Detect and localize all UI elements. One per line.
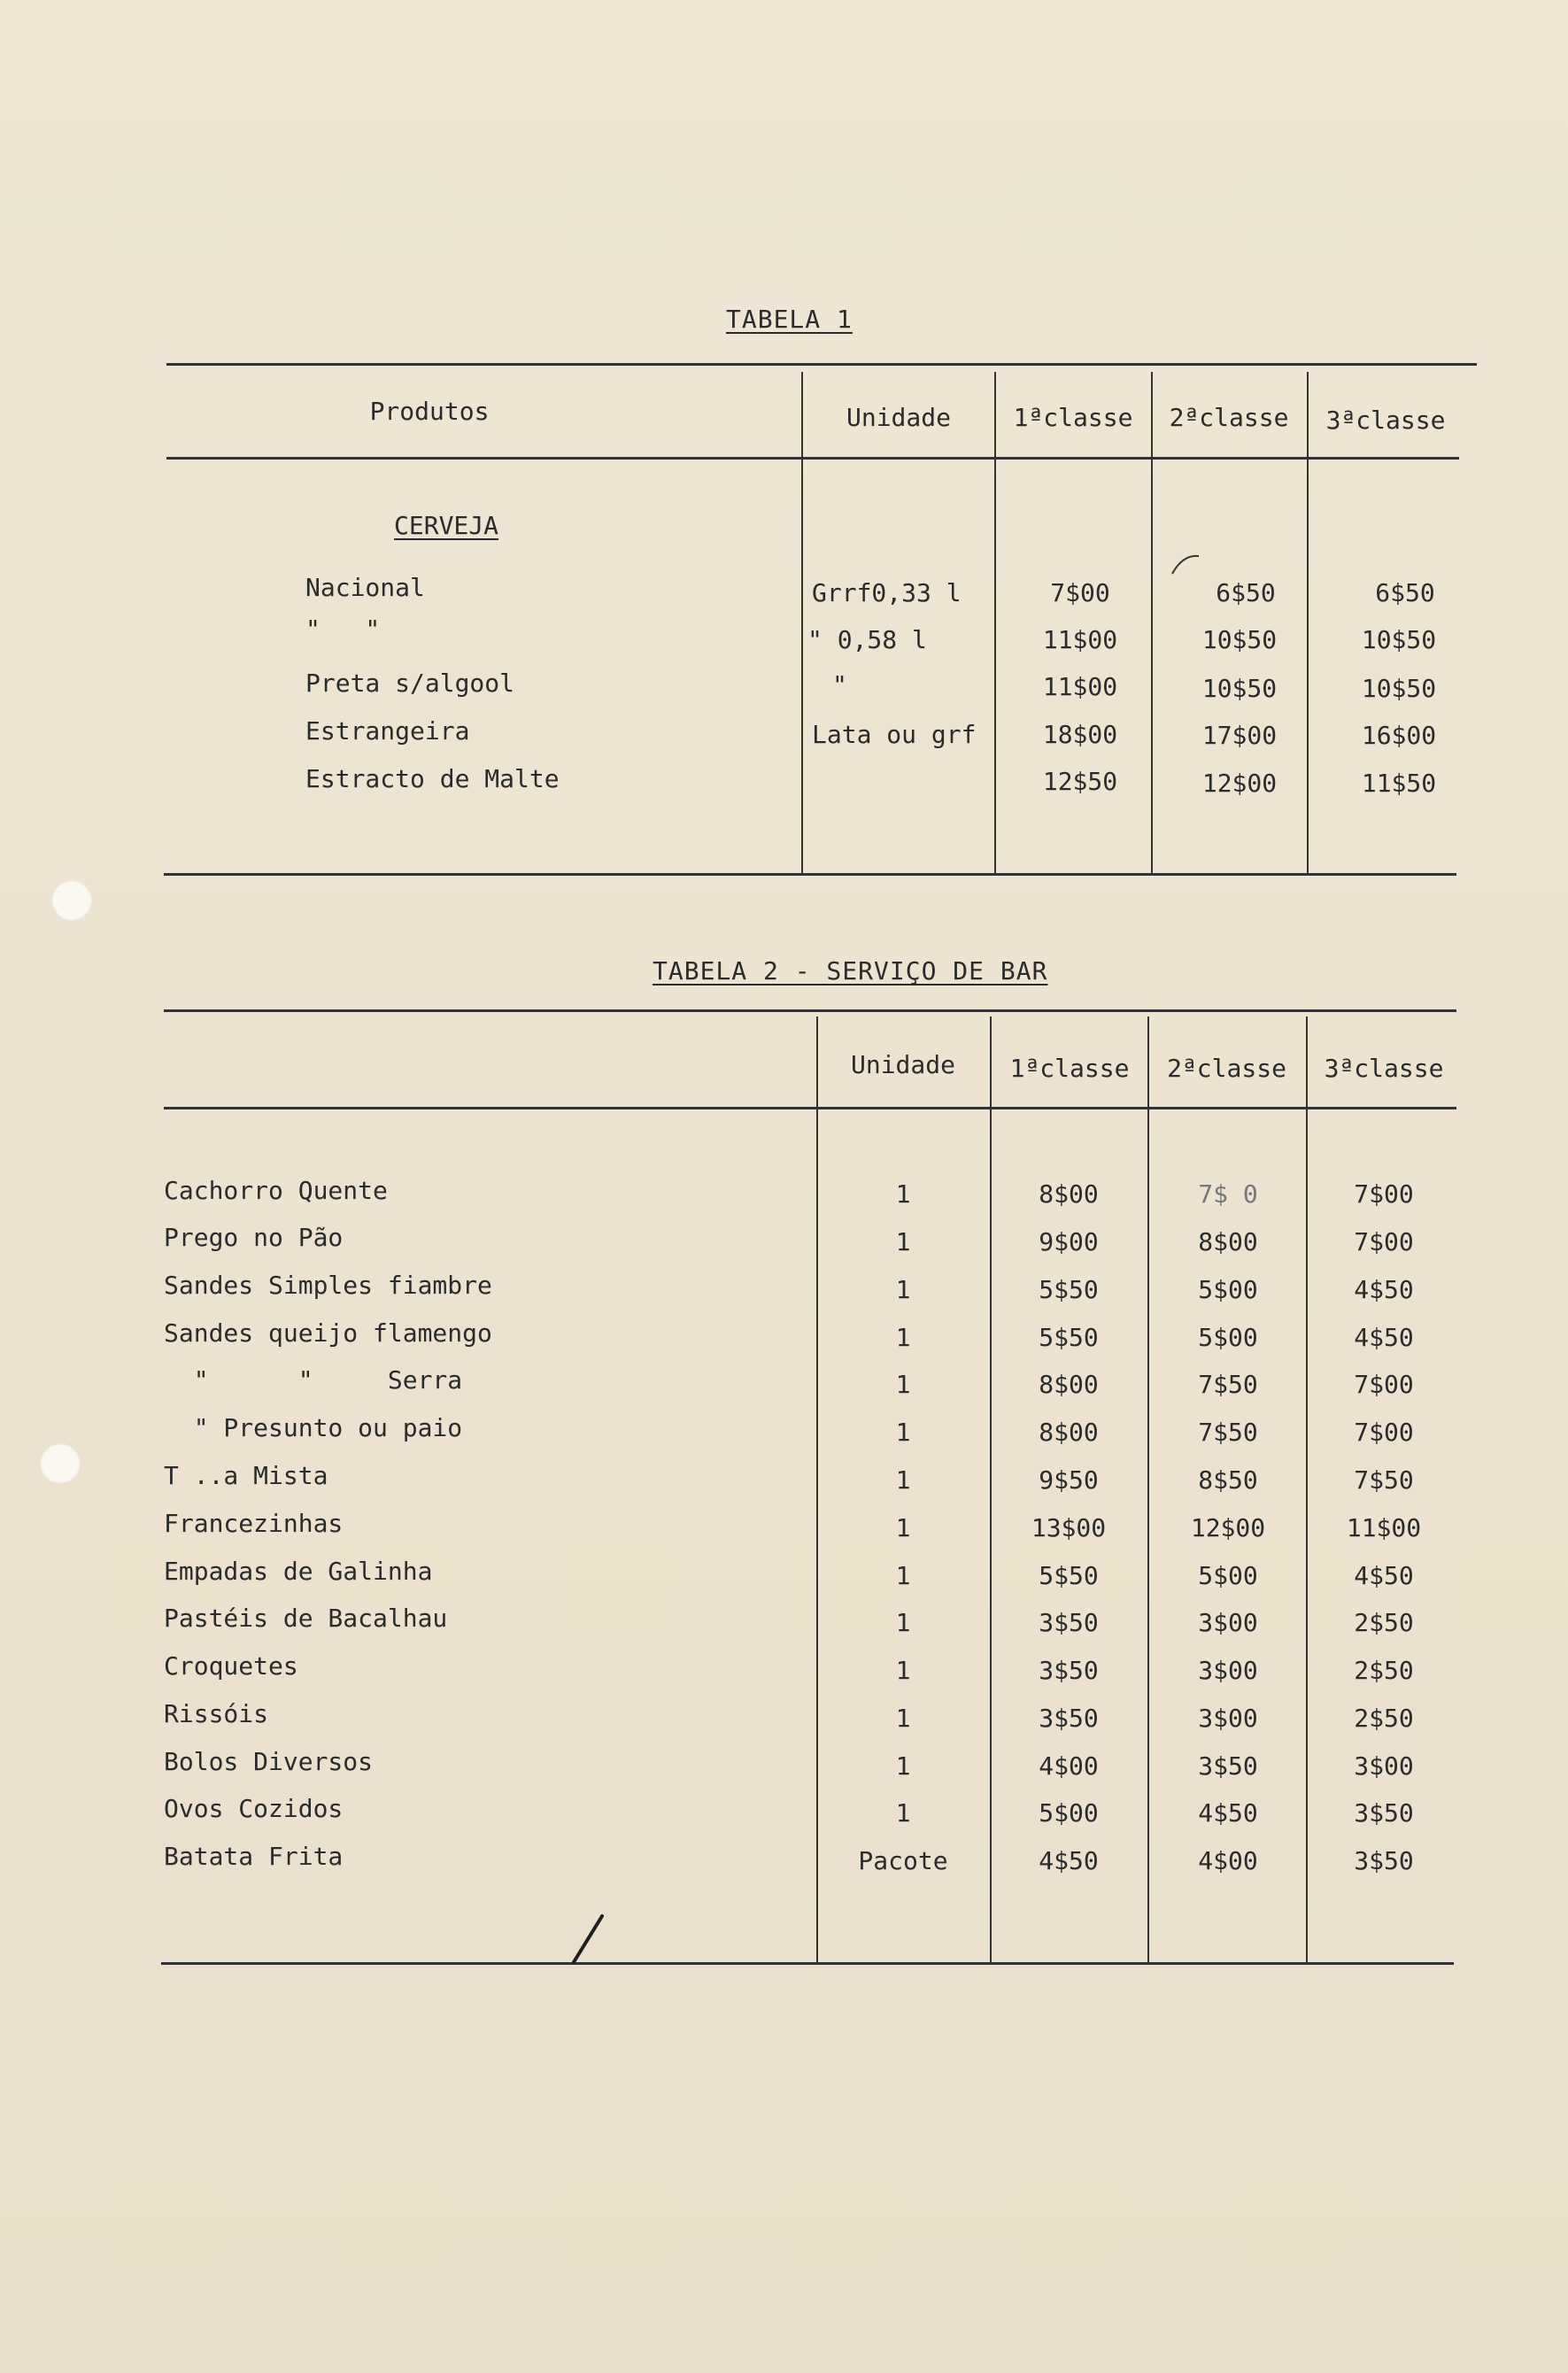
table1-2classe: 10$50: [1201, 674, 1278, 703]
table1-1classe: 11$00: [1042, 625, 1118, 654]
table2-1classe: 3$50: [1039, 1704, 1099, 1733]
table1-col-divider: [994, 372, 996, 873]
table2-3classe: 3$50: [1354, 1798, 1414, 1828]
table1-produto: Preta s/algool: [305, 669, 515, 698]
table2-produto: Croquetes: [164, 1651, 298, 1681]
table2-3classe: 4$50: [1354, 1561, 1414, 1590]
table2-bottom-rule: [161, 1962, 1454, 1965]
table2-1classe: 5$50: [1039, 1323, 1099, 1352]
table2-produto: Batata Frita: [164, 1842, 344, 1871]
table2-3classe: 7$00: [1354, 1179, 1414, 1209]
table2-produto: Prego no Pão: [164, 1223, 344, 1252]
table2-2classe: 7$50: [1198, 1418, 1258, 1447]
table1-unidade: " 0,58 l: [807, 625, 927, 654]
table2-produto: Sandes Simples fiambre: [164, 1271, 492, 1300]
table2-2classe: 3$00: [1198, 1656, 1258, 1685]
table2-unidade: 1: [895, 1798, 911, 1828]
table2-3classe: 3$00: [1354, 1751, 1414, 1781]
table1-2classe: 12$00: [1201, 769, 1278, 798]
table2-2classe: 8$00: [1198, 1227, 1258, 1256]
table2-header-rule: [164, 1107, 1456, 1109]
table1-3classe: 6$50: [1375, 578, 1435, 607]
table2-2classe: 12$00: [1190, 1513, 1266, 1542]
table1-1classe: 18$00: [1042, 720, 1118, 749]
table2-produto: Ovos Cozidos: [164, 1794, 344, 1823]
table2-3classe: 3$50: [1354, 1846, 1414, 1875]
table2-1classe: 5$50: [1039, 1275, 1099, 1304]
table1-produto: Nacional: [305, 573, 425, 602]
table1-unidade: Lata ou grf: [812, 720, 977, 749]
table2-1classe: 8$00: [1039, 1370, 1099, 1399]
punch-hole-top: [51, 880, 92, 921]
table1-3classe: 16$00: [1361, 721, 1437, 750]
table2-header-unidade: Unidade: [850, 1050, 955, 1079]
table1-header-1classe: 1ªclasse: [1013, 403, 1133, 432]
table2-2classe: 4$50: [1198, 1798, 1258, 1828]
table2-1classe: 4$00: [1039, 1751, 1099, 1781]
table1-3classe: 10$50: [1361, 674, 1437, 703]
table2-3classe: 2$50: [1354, 1656, 1414, 1685]
table1-produto: Estracto de Malte: [305, 764, 560, 793]
table2-3classe: 7$00: [1354, 1227, 1414, 1256]
table2-2classe: 5$00: [1198, 1561, 1258, 1590]
table2-produto: " " Serra: [164, 1365, 463, 1395]
table2-header-2classe: 2ªclasse: [1167, 1054, 1286, 1083]
table2-1classe: 8$00: [1039, 1418, 1099, 1447]
table1-2classe: 10$50: [1201, 625, 1278, 654]
table1-unidade: ": [832, 670, 847, 700]
table2-2classe: 5$00: [1198, 1275, 1258, 1304]
table1-header-unidade: Unidade: [846, 403, 951, 432]
table2-produto: T ..a Mista: [164, 1461, 328, 1490]
table1-section-cerveja: CERVEJA: [394, 511, 499, 540]
table2-unidade: 1: [895, 1275, 911, 1304]
table2-1classe: 5$50: [1039, 1561, 1099, 1590]
table2-col-divider: [816, 1016, 818, 1962]
table2-unidade: 1: [895, 1704, 911, 1733]
table1-col-divider: [1151, 372, 1153, 873]
table1-produto: Estrangeira: [305, 716, 470, 746]
table2-unidade: Pacote: [858, 1846, 948, 1875]
table2-unidade: 1: [895, 1227, 911, 1256]
table2-unidade: 1: [895, 1608, 911, 1637]
table2-produto: Sandes queijo flamengo: [164, 1318, 492, 1348]
table2-header-3classe: 3ªclasse: [1324, 1054, 1444, 1083]
table2-produto: Rissóis: [164, 1699, 269, 1728]
table2-unidade: 1: [895, 1751, 911, 1781]
table2-unidade: 1: [895, 1561, 911, 1590]
table2-2classe: 3$00: [1198, 1704, 1258, 1733]
table2-unidade: 1: [895, 1418, 911, 1447]
table2-1classe: 4$50: [1039, 1846, 1099, 1875]
table1-header-3classe: 3ªclasse: [1325, 406, 1446, 435]
table1-header-2classe: 2ªclasse: [1169, 403, 1289, 432]
table1-produto: " ": [305, 615, 381, 644]
table2-col-divider: [990, 1016, 992, 1962]
table2-3classe: 7$00: [1354, 1370, 1414, 1399]
table1-2classe: 17$00: [1201, 721, 1278, 750]
table2-3classe: 7$50: [1354, 1465, 1414, 1495]
table2-produto: Bolos Diversos: [164, 1747, 374, 1776]
table1-3classe: 10$50: [1361, 625, 1437, 654]
table2-unidade: 1: [895, 1656, 911, 1685]
table2-3classe: 4$50: [1354, 1275, 1414, 1304]
table1-bottom-rule: [164, 873, 1456, 876]
table2-produto: Empadas de Galinha: [164, 1557, 433, 1586]
table2-1classe: 3$50: [1039, 1608, 1099, 1637]
table2-unidade: 1: [895, 1323, 911, 1352]
table2-unidade: 1: [895, 1465, 911, 1495]
table1-unidade: Grrf0,33 l: [812, 578, 962, 607]
table1-col-divider: [801, 372, 803, 873]
table1-1classe: 7$00: [1050, 578, 1110, 607]
table2-2classe: 4$00: [1198, 1846, 1258, 1875]
table2-3classe: 7$00: [1354, 1418, 1414, 1447]
table2-1classe: 5$00: [1039, 1798, 1099, 1828]
table2-3classe: 11$00: [1346, 1513, 1422, 1542]
punch-hole-bottom: [40, 1443, 81, 1484]
table2-unidade: 1: [895, 1370, 911, 1399]
table1-header-rule: [166, 457, 1459, 460]
table2-produto: " Presunto ou paio: [164, 1413, 463, 1442]
table2-unidade: 1: [895, 1513, 911, 1542]
table1-header-produtos: Produtos: [369, 397, 490, 426]
table2-produto: Francezinhas: [164, 1509, 344, 1538]
table2-3classe: 2$50: [1354, 1704, 1414, 1733]
table2-2classe: 7$50: [1198, 1370, 1258, 1399]
table2-1classe: 13$00: [1031, 1513, 1107, 1542]
table1-3classe: 11$50: [1361, 769, 1437, 798]
pen-mark: [1169, 551, 1204, 577]
table2-col-divider: [1306, 1016, 1308, 1962]
table2-header-1classe: 1ªclasse: [1009, 1054, 1130, 1083]
table1-2classe: 6$50: [1216, 578, 1276, 607]
table2-produto: Cachorro Quente: [164, 1176, 388, 1205]
table2-2classe: 5$00: [1198, 1323, 1258, 1352]
table2-title: TABELA 2 - SERVIÇO DE BAR: [653, 956, 1048, 986]
table2-top-rule: [164, 1009, 1456, 1012]
table1-1classe: 12$50: [1042, 767, 1118, 796]
table2-3classe: 2$50: [1354, 1608, 1414, 1637]
table2-1classe: 9$50: [1039, 1465, 1099, 1495]
table1-title: TABELA 1: [726, 305, 853, 334]
pen-mark: [567, 1913, 611, 1966]
table2-2classe: 3$50: [1198, 1751, 1258, 1781]
table2-produto: Pastéis de Bacalhau: [164, 1604, 448, 1633]
table2-2classe: 3$00: [1198, 1608, 1258, 1637]
table2-1classe: 9$00: [1039, 1227, 1099, 1256]
table2-3classe: 4$50: [1354, 1323, 1414, 1352]
table1-1classe: 11$00: [1042, 672, 1118, 701]
table2-col-divider: [1147, 1016, 1149, 1962]
table2-1classe: 3$50: [1039, 1656, 1099, 1685]
table2-1classe: 8$00: [1039, 1179, 1099, 1209]
table1-top-rule: [166, 363, 1477, 366]
table2-2classe: 8$50: [1198, 1465, 1258, 1495]
table2-unidade: 1: [895, 1179, 911, 1209]
table2-2classe: 7$ 0: [1198, 1179, 1258, 1209]
